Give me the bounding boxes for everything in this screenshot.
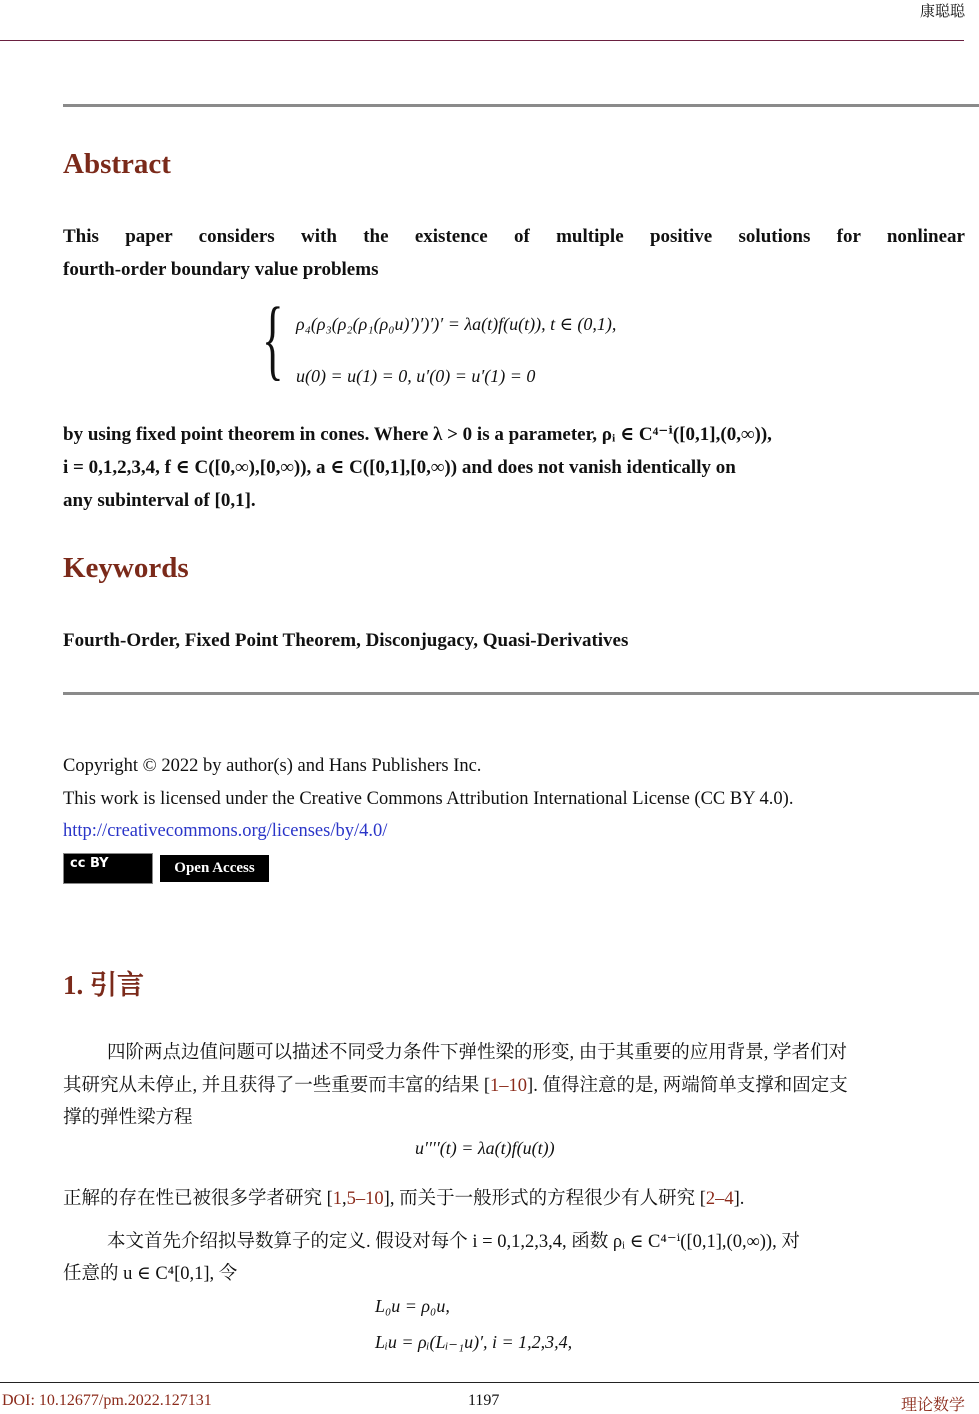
equation-line: u(0) = u(1) = 0, u′(0) = u′(1) = 0 bbox=[296, 366, 536, 386]
keywords-bottom-rule bbox=[63, 692, 979, 695]
equation: L₀u = ρ₀u, bbox=[375, 1296, 450, 1316]
body-line: 四阶两点边值问题可以描述不同受力条件下弹性梁的形变, 由于其重要的应用背景, 学者们对 bbox=[107, 1043, 848, 1063]
body-line: 本文首先介绍拟导数算子的定义. 假设对每个 i = 0,1,2,3,4, 函数 ρᵢ ∈ C⁴⁻ⁱ([0,1],(0,∞)), 对 bbox=[107, 1232, 800, 1252]
equation-line: ρ₄(ρ₃(ρ₂(ρ₁(ρ₀u)′)′)′)′ = λa(t)f(u(t)), t ∈ (0,1), bbox=[296, 314, 617, 334]
abstract-line: This paper considers with the existence of multiple positive solutions for nonlinear bbox=[63, 226, 965, 247]
citation-link[interactable]: 5–10 bbox=[346, 1189, 384, 1209]
equation: Lᵢu = ρᵢ(Lᵢ₋₁u)′, i = 1,2,3,4, bbox=[375, 1332, 573, 1352]
license-link[interactable]: http://creativecommons.org/licenses/by/4.0/ bbox=[63, 821, 388, 841]
text: , bbox=[342, 1189, 347, 1209]
license-line: This work is licensed under the Creative Commons Attribution International License (CC BY 4.0). bbox=[63, 789, 794, 809]
cc-by-badge[interactable] bbox=[63, 853, 153, 884]
text: 正解的存在性已被很多学者研究 [ bbox=[63, 1189, 333, 1209]
equation: u′′′′(t) = λa(t)f(u(t)) bbox=[415, 1138, 555, 1158]
abstract-line: fourth-order boundary value problems bbox=[63, 259, 379, 280]
abstract-heading: Abstract bbox=[63, 148, 171, 180]
left-brace: { bbox=[262, 290, 284, 389]
journal-name: 理论数学 bbox=[900, 1397, 965, 1414]
text: ]. bbox=[733, 1189, 745, 1209]
footer-doi[interactable]: DOI: 10.12677/pm.2022.127131 bbox=[2, 1392, 212, 1409]
keywords-text: Fourth-Order, Fixed Point Theorem, Disconjugacy, Quasi-Derivatives bbox=[63, 630, 629, 651]
abstract-line: i = 0,1,2,3,4, f ∈ C([0,∞),[0,∞)), a ∈ C([0,1],[0,∞)) and does not vanish identically on bbox=[63, 457, 736, 478]
abstract-line: by using fixed point theorem in cones. Where λ > 0 is a parameter, ρᵢ ∈ C⁴⁻ⁱ([0,1],(0,∞)), bbox=[63, 424, 772, 445]
text: 其研究从未停止, 并且获得了一些重要而丰富的结果 [ bbox=[63, 1076, 491, 1096]
text: ], 而关于一般形式的方程很少有人研究 [ bbox=[383, 1189, 706, 1209]
open-access-badge[interactable]: Open Access bbox=[160, 855, 269, 882]
citation-link[interactable]: 1 bbox=[332, 1189, 343, 1209]
text: ]. 值得注意的是, 两端简单支撑和固定支 bbox=[527, 1076, 848, 1096]
page-number: 1197 bbox=[468, 1392, 500, 1409]
body-line: 任意的 u ∈ C⁴[0,1], 令 bbox=[63, 1264, 238, 1284]
running-header-author: 康聪聪 bbox=[919, 4, 965, 20]
citation-link[interactable]: 2–4 bbox=[705, 1189, 734, 1209]
section-heading: 1. 引言 bbox=[63, 970, 144, 1000]
copyright-line: Copyright © 2022 by author(s) and Hans Publishers Inc. bbox=[63, 756, 482, 776]
abstract-top-rule bbox=[63, 104, 979, 107]
header-rule bbox=[0, 40, 964, 41]
footer-rule bbox=[0, 1382, 979, 1383]
citation-link[interactable]: 1–10 bbox=[490, 1076, 528, 1096]
body-line bbox=[63, 1183, 744, 1215]
body-line: 撑的弹性梁方程 bbox=[63, 1108, 193, 1128]
body-line bbox=[63, 1070, 848, 1102]
cc-badge-text: cc BY bbox=[70, 856, 109, 871]
keywords-heading: Keywords bbox=[63, 552, 189, 584]
abstract-line: any subinterval of [0,1]. bbox=[63, 490, 256, 511]
